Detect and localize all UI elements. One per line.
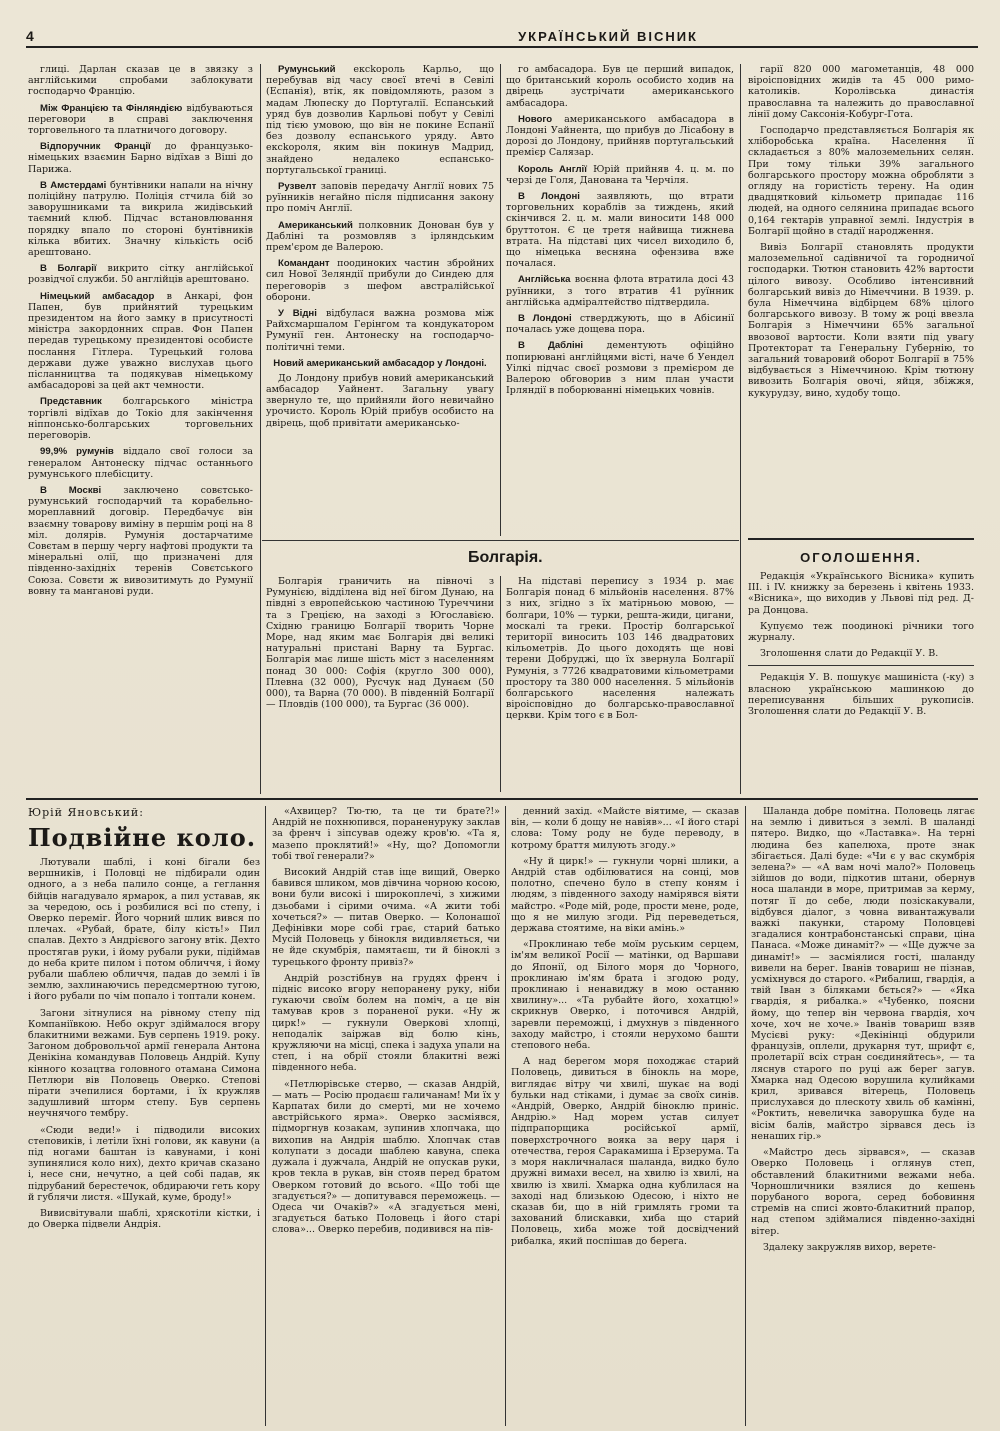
ambassador-text: До Лондону прибув новий американський амбасадор Уайнент. Загальну увагу звернуло те, що прийняли його невичайно урочисто. Король Юрій прибув особисто на двірець, щоб привітати американсько-: [266, 372, 494, 429]
ambassador-subhead: Новий американський амбасадор у Лондоні.: [273, 357, 487, 369]
news-item: [266, 64, 494, 176]
news-item-text: американського амбасадора в Лондоні Уайнента, що прибув до Лісабону в дорозі до Лондону, прийняв португальський премієр Салязар.: [506, 113, 734, 159]
bulgaria-column-1: [266, 576, 494, 792]
story-paragraph: «Петлюрівське стерво, — сказав Андрій, — мать — Росію продаєш галичанам! Ми їх у Карпатах били до смерті, ми не хочемо австрійського ярма». Оверко засміявся, підморгнув козакам, зупинив хлопчака, що вихопив на Андрія шаблю. Хлопчак став колупати з досади шаблею кавуна, спека дужала і дужчала, Андрій не опускав руки, кров текла в рукав, він стояв перед братом Оверком готовий до всього. «Що тобі ще згадується?» — допитувався переможець. — Одеса чи Очаків?» «А згадується мені, згадується батько Половець і його старі слова»... Оверко перебив, подивився на пів-: [272, 1078, 500, 1236]
news-item: [28, 263, 253, 285]
news-column-4: [748, 64, 974, 532]
ads-block: [748, 548, 974, 792]
story-rule: [26, 798, 978, 800]
story-paragraph: «Проклинаю тебе моїм руським серцем, ім'ям великої Росії — матінки, од Варшави до Японії, од Білого моря до Чорного, проклинаю ім'ям брата і згодою роду, проклинаю і ненавиджу в мою останню хвилину»... «Та рубайте його, хохатцю!» скрикнув Оверко, і поточився Андрій, заревли переможці, і дмухнув з південного заходу майстро, і стояли нерухомо башти степового неба.: [511, 939, 739, 1052]
page-number: 4: [26, 28, 34, 44]
news-item-lead: Румунський: [278, 64, 336, 75]
ads-title: ОГОЛОШЕННЯ.: [800, 550, 922, 565]
column-rule: [265, 806, 266, 1426]
news-item-text: полковник Донован був у Дабліні та розмовляв з ірляндським прем'єром де Валерою.: [266, 219, 494, 254]
story-paragraph: «Ахвицер? Тю-тю, та це ти брате?!» Андрій не похнюпився, пораненуруку заклав за френч і зіпсував одежу кров'ю. «Та я, мазепо проклятий!» «Ну, що? Допомогли тобі твої генерали?»: [272, 806, 500, 862]
news-item-text: до французько-німецьких взаємин Барно відїхав з Віші до Парижа.: [28, 141, 253, 175]
column-rule: [260, 64, 261, 794]
news-item-text: в Анкарі, фон Папен, був прийнятий турецьким президентом на його замку в присутності міністра закордонних справ. Фон Папен передав турецькому президентові особисте послання Гітлера. Турецький голова держави дуже уважно вислухав цього післанництва та подякував німецькому амбасадорові за цей акт чемности.: [28, 290, 253, 392]
news-item: [748, 64, 974, 120]
news-item-text: дементують офіційно попирювані англійцями вісті, наче б Уендел Уілкі підчас своєї розмови з премієром де Валерою обговорив з ним план участи Ірляндії в поборюванні німецьких човнів.: [506, 340, 734, 397]
news-item-lead: Нового: [518, 113, 553, 125]
news-item: [28, 141, 253, 175]
story-paragraph: Шаланда добре помітна. Половець лягає на землю і дивиться з землі. В шаланді пятеро. Видко, що «Ластавка». На терні людина без капелюха, проте знак збігається. Далі буде: «Чи є у вас скумбрія зелена?» — «А вам ночі мало?» Половець зійшов до води, підкотив штани, обернув носа шаланди в море, притримав за керму, потяг її до себе, люди позіскакували, відбувся діалог, з човна вивантажували важкі пакунки, старому Половцеві згадалися контрабонстанські справи, ціна Панаса. «Може динаміт?» — «Ще дужче за динаміт!» — засміялися гості, шаланду вивели на берег. Іванів товариш не пізнав, усміхнувся до старого. «Рибалиш, гвардія, а твій Іван з біляками бється?» — «Яка гвардія, я рибалка.» «Чубенко, поясни йому, що тепер він червона гвардія, хоч хоче, хоч не хоче.» Іванів товариш взяв Мусієві руку: «Декінінці обдурили французів, оплели, друкарня тут, шрифт є, пролетарії всіх стран соєдиняйтесь», — та ляснув старого по руці аж берег загув. Хмарка над Одесою ворушила кулийками крил, зривався вітерець, Половець прислухався до плескоту хвиль об камінні, «Роктить, невеличка заворушка буде на вісім балів, майстро зірвався десь із ненаших гір.»: [751, 806, 975, 1142]
news-item-lead: 99,9% румунів: [40, 446, 114, 458]
story-paragraph: Здалеку закружляв вихор, верете-: [763, 1241, 936, 1253]
story-paragraph: денний захід. «Майсте вiятиме, — сказав він, — коли б дощу не навіяв»... «І його старі слова: Тому роду не буде переводу, в котрому браття милують згоду.»: [511, 806, 739, 851]
story-paragraph: Лютували шаблі, і коні бігали без вершників, і Половці не підбирали один одного, а з неба палило сонце, а геглання бійців нагадувало ярмарок, а пил уставав, як за чередою, ось і розбилися всі по степу, і Оверко переміг. Його чорний шлик вився по плечах. «Рубай, брате, білу кість!» Пил спалав. Дехто з Андрієвого загону втік. Дехто простягав руки, і йому рубали руки, підіймав до неба крите пилом і потом обличчя, і йому рубали шаблею обличчя, падав до землі і їв землю, захлинаючись передсмертною тугою, і його рубали по чім попало і топтали конем.: [28, 857, 260, 1003]
news-item: [28, 446, 253, 480]
news-item-text: відбулася важна розмова між Райхсмаршалом Герінгом та кондукатором Румунії ген. Антонеску на господарчо-політичні теми.: [266, 308, 494, 353]
story-paragraph: А над берегом моря походжає старий Половець, дивиться в бінокль на море, виглядає вітру чи хвилі, шукає на воді бульки над стіками, і думає за своїх синів. «Андрій, Оверко, Андрій біноклю приніс. Андрію.» Над морем устав силует підпрапорщика російської армії, поверхстрочного вояка за веру царя і отечества, героя Саракамиша і Ерзерума. Та з моря накличналася шаланда, видко було дружні вимахи весел, на хвилю із хвилі, на хвилю із хвилі. Хмарка одна кублилася на заході над близькою Одесою, і ніхто не сказав би, що в ній гримлять громи та захований блискавки, хиба що старий Половець, хиба може той досвідчений рибалка, який поспішав до берега.: [511, 1056, 739, 1247]
news-item-text: заключено совєтсько-румунський господарчий та корабельно-мореплавний договір. Передбачує він взаємну товарову виміну в першім році на 8 міл. долярів. Румунія достарчатиме Совєтам в першу чергу нафтові продукти та мінеральні олії, що призначені для південно-західніх теренів Совєтського Союза. Совєти ж вивозитимуть до Румунії вовну та мангановi руди.: [28, 484, 253, 597]
ad-item: Редакція У. В. пошукує машиніста (-ку) з власною українською машинкою до переписування більших рукописів. Зголошення слати до Редакції У. В.: [748, 672, 974, 718]
bulgaria-column-2: [506, 576, 734, 792]
news-item-lead: В Лондоні: [518, 313, 572, 325]
news-item-lead: В Болгарії: [40, 263, 97, 275]
news-item: [28, 396, 253, 441]
news-column-1: [28, 64, 253, 794]
news-item-text: віддало свої голоси за генералом Антонеску підчас останнього румунського плебісциту.: [28, 446, 253, 480]
ad-item: Купуємо теж поодинокі річники того журналу.: [748, 620, 974, 644]
news-item: [266, 220, 494, 254]
story-paragraph: «Сюди веди!» і підводили високих степовиків, і летіли їхні голови, як кавуни (а під ногами баштан із кавунами, і коні зупинялися коло них), дехто кричав сказано і, несе сни, нечутно, а цей собі падав, як підрубаний берестечок, обдираючи геть кору й гублячи листя. «Шукай, куме, броду!»: [28, 1124, 260, 1203]
ad-item: Зголошення слати до Редакції У. В.: [760, 648, 939, 660]
news-item-text: поодиноких частин збройних сил Нової Зеляндії прибули до Синдею для переговорів з шефом австралійської оборони.: [266, 258, 494, 303]
news-item-lead: Німецький амбасадор: [40, 290, 155, 302]
story-paragraph: «Ну й цирк!» — гукнули чорні шлики, а Андрій став одбілюватися на сонці, мов полотно, спечено було в степу коням і людям, з південного заходу намірявся віяти майстро. «Роде мій, роде, прости мене, роде, що я не милую згоди. Рід переведеться, держава стоятиме, на віки амінь.»: [511, 855, 739, 935]
story-paragraph: Вивисвітували шаблі, хряскотіли кістки, і до Оверка підвели Андрія.: [28, 1208, 260, 1231]
news-item: [506, 313, 734, 335]
news-item: [506, 64, 734, 109]
news-item: [266, 258, 494, 303]
newspaper-title: УКРАЇНСЬКИЙ ВІСНИК: [518, 29, 698, 44]
news-item: [506, 274, 734, 308]
bulgaria-text-1: Болгарія граничить на півночі з Румунією, відділена від неї бігом Дунаю, на півдні з европейською частиною Туреччини та з Грецією, на заході з Югославією. Східню границю Болгарії творить Чорне Море, над яким має Болгарія дві великі натуральні пристані Варну та Бургас. Болгарія має лише шість міст з населенням понад 30 000: Софія (кругло 300 000), Плевна (32 000), Русчук над Дунаєм (50 000), та Варна (70 000). В південній Болгарії — Пловдів (100 000), та Бургас (36 000).: [266, 576, 494, 711]
story-paragraph: Андрій розстібнув на грудях френч і підніс високо вгору непоранену руку, ніби гукаючи своїм болем на поміч, а це він тамував кров з пораненої руки. «Ну ж цирк!» — гукнули Оверкові хлопці, неподалік заіржав від болю кінь, кружляючи на місці, спека і задуха упали на степ, і на обрії стояли блакитні вежі південного неба.: [272, 972, 500, 1074]
news-item: [266, 308, 494, 353]
news-item: [506, 164, 734, 186]
news-item-text: заявляють, що втрати торговельних кораблів за тиждень, який скінчився 2. ц. м. мали виносити 148 000 бруттотон. Є це третя найвища тижнева втрата. На підставі цих чисел виходило б, що німецька весняна офензива вже почалася.: [506, 191, 734, 270]
section-rule: [262, 540, 739, 541]
bulgaria-title: Болгарія.: [468, 549, 543, 566]
news-item: [506, 114, 734, 159]
news-item: [748, 242, 974, 399]
news-item-lead: В Дабліні: [518, 340, 584, 352]
masthead: [26, 26, 978, 48]
news-item-lead: Рузвелт: [278, 181, 317, 193]
news-item-text: воєнна флота втратила досі 43 руїнники, з того втратив 41 руїнник англійська адміралтейство підтвердила.: [506, 274, 734, 308]
news-item: [506, 191, 734, 269]
story-paragraph: Загони зітнулися на рівному степу під Компаніївкою. Небо округ здіймалося вгору блакитними вежами. Був серпень 1919. року. Загоном добровольчої армії генерала Антона Денікіна командував Половець Андрій. Купу кінного козацтва головного отамана Симона Петлюри вів Половець Оверко. Степові пірати зчепилися бортами, і їх кружляв задушливий шторм степу. Був серпень неучнячого тембру.: [28, 1007, 260, 1120]
ads-rule: [748, 538, 974, 540]
column-rule: [740, 64, 741, 794]
story-paragraph: Високий Андрій став іще вищий, Оверко бавився шликом, мов дівчина чорною косою, вони були високі і широкоплечі, з хижими дзьобами і сірими очима. «А жити тобі хочеться?» — питав Оверко. — Колонашої Дефінівки море собі грає, старий батько Мусій Половець у бінокля видивляється, чи не йде скумбрія, памятаєш, ти й біноклі з турецького фронту привіз?»: [272, 867, 500, 968]
story-paragraph: «Майстро десь зірвався», — сказав Оверко Половець і оглянув степ, обставлений блакитними вежами неба. Чорношличники взялися до кешень порубаного ворога, серед бобовиння стремів на списі жовто-блакитний прапор, над степом здіймалися південно-західні вітер.: [751, 1147, 975, 1237]
news-item: [748, 125, 974, 237]
news-item: [28, 291, 253, 392]
ad-divider: [748, 665, 974, 666]
bulgaria-text-2: На підставі перепису з 1934 р. має Болгарія понад 6 мільйонів населення. 87% з них, згідно з їх матірньою мовою, — болгари, 10% — турки, решта-жиди, цигани, москалі та греки. Простір болгарської території виносить 103 146 двадратових кільометрів. До цього доходять ще нові терени Добруджі, що їх звернула Болгарії Румунія, з 7726 квадратовими кільометрами простору та 380 000 населення. 5 мільйонів болгарського населення належать віроісповідно до болгарсько-православної церкви. Крім того є в Бол-: [506, 576, 734, 722]
news-item-text: відбуваються переговори в справі заключення торговельного та платничого договору.: [28, 102, 253, 137]
column-rule: [500, 64, 501, 536]
news-item-lead: Король Англії: [518, 163, 587, 175]
news-item-lead: Американський: [278, 219, 353, 231]
story-author: Юрій Яновський:: [28, 806, 144, 819]
column-rule: [505, 806, 506, 1426]
news-item: [266, 181, 494, 215]
story-column-2: [272, 806, 500, 1426]
news-item-text: викрито сітку англійської розвідчої служби. 50 англійців арештовано.: [28, 263, 253, 286]
news-item: [28, 103, 253, 137]
news-item-lead: Представник: [40, 396, 102, 408]
news-item-lead: В Амстердамі: [40, 179, 107, 191]
news-item-text: глиці. Дарлан сказав це в звязку з англійськими спробами заблокувати господарчо Францію.: [28, 64, 253, 98]
news-item-lead: Між Францією та Фінляндією: [40, 102, 183, 114]
news-item-text: заповів передачу Англії нових 75 руїнників негайно після підписання закону про поміч Англії.: [266, 181, 494, 215]
news-item-text: гарії 820 000 магометанців, 48 000 віроісповідних жидів та 45 000 римо-католиків. Королівська династія православна та належить до православної лінії дому Саксонія-Кобург-Гота.: [748, 64, 974, 120]
news-item-lead: В Москві: [40, 484, 102, 496]
news-item-text: Юрій прийняв 4. ц. м. по черзі де Голя, Данована та Черчіля.: [506, 163, 734, 186]
news-item-text: Господарчо представляється Болгарія як хліборобська країна. Населення її складається з 80% малоземельних селян. При тому тільки 39% загального болгарського простору можна обробляти з огляду на гористість терену. На один двадцятковий кільометр припадає 116 людей, на одного селянина припадає всього 0,164 гектарів управної землі. Індустрія в Болгарії щойно в стадії народження.: [748, 125, 974, 237]
news-item: [28, 485, 253, 597]
news-column-3: [506, 64, 734, 536]
news-item-lead: Відпоручник Франції: [40, 141, 151, 153]
news-item-text: Вивіз Болгарії становлять продукти малоземельної садівничої та городничої господарки. Тютюн становить 42% вартости цілого вивозу. Особливо інтенсивний болгарський вивіз до Німеччини. В 1939. р. була Німеччина відбірцем 68% цілого болгарського вивозу. В тому ж році ввезла Болгарія з Німеччини 65% загальної ввозової вартости. Коли взяти під увагу Протекторат та Генеральну Губернію, то загальний товаровий оборот Болгарії в 75% відбувається з Німеччиною. Крім тютюну вивозить Болгарія овочі, яйця, збіжжя, кукурудзу, вино, худобу тощо.: [748, 242, 974, 399]
news-item-lead: У Відні: [278, 308, 317, 320]
news-item: [506, 340, 734, 396]
news-column-2: [266, 64, 494, 536]
news-item-lead: Англійська: [518, 274, 571, 286]
news-item-text: болгарського міністра торгівлі відїхав до Токіо для закінчення ніппонсько-болгарських торговельних переговорів.: [28, 396, 253, 442]
column-rule: [500, 576, 501, 792]
column-rule: [745, 806, 746, 1426]
news-item-text: ексkороль Карльо, що перебував від часу своєї втечі в Севілі (Еспанія), втік, як повідомляють, разом з мадам Люпеску до Португалії. Еспанський уряд був дозволив Карльові побут у Севілі під тією умовою, що він не покине Еспанії без дозволу еспанського уряду. Авто ексkороля, яким він покинув Мадрид, знайдено недалеко еспансько-португальської границі.: [266, 64, 494, 176]
story-column-4: [751, 806, 975, 1426]
news-item-lead: Командант: [278, 258, 330, 270]
story-column-1: [28, 806, 260, 1426]
news-item-lead: В Лондоні: [518, 191, 580, 203]
news-item-text: го амбасадора. Був це перший випадок, що британський король особисто ходив на двірець зустрічати американського амбасадора.: [506, 64, 734, 109]
ad-item: Редакція «Українського Вісника» купить III. і IV. книжку за березень і квітень 1933. «Вісника», що виходив у Львові під ред. Д-ра Донцова.: [748, 571, 974, 616]
news-item-text: бунтівники напали на нічну поліційну патрулю. Поліція стчила бій зо заворушниками та викрила жидівський таємний клюб. Підчас встановлювання порядку впало по стороні бунтівників кілька вбитих. Значну кількість осіб арештовано.: [28, 179, 253, 259]
story-column-3: [511, 806, 739, 1426]
news-item: [28, 180, 253, 258]
news-item: [28, 64, 253, 98]
news-item-text: стверджують, що в Абісинії почалась уже дощева пора.: [506, 313, 734, 336]
story-title: Подвійне коло.: [28, 823, 257, 852]
